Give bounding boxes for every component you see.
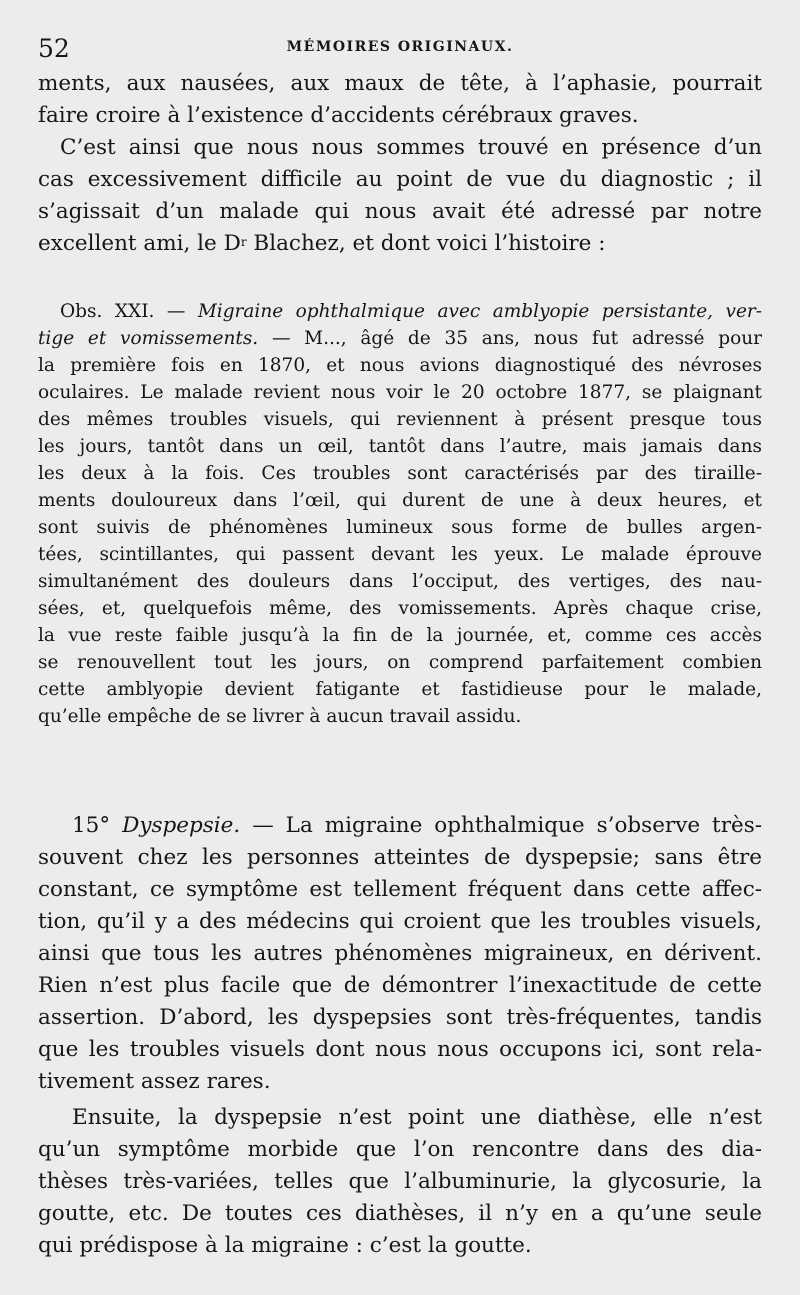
text-fragment: — La migraine ophthalmique s’observe très- (240, 813, 762, 838)
text-line: les jours, tantôt dans un œil, tantôt dans l’autre, mais jamais dans (38, 436, 762, 457)
paragraph-case-intro (38, 132, 762, 260)
text-line: tivement assez rares. (38, 1069, 271, 1094)
text-line: des mêmes troubles visuels, qui reviennent à présent presque tous (38, 409, 762, 430)
text-line: goutte, etc. De toutes ces diathèses, il n’y en a qu’une seule (38, 1201, 762, 1226)
text-line: cas excessivement difficile au point de vue du diagnostic ; il (38, 167, 762, 192)
observation-heading (38, 298, 762, 325)
running-title: MÉMOIRES ORIGINAUX. (286, 39, 514, 55)
observation-xxi (38, 298, 762, 730)
text-fragment: Blachez, et dont voici l’histoire : (246, 231, 606, 256)
page-number: 52 (38, 34, 70, 63)
text-line: qu’un symptôme morbide que l’on rencontre dans des dia- (38, 1137, 762, 1162)
text-line (38, 325, 762, 352)
text-line: la vue reste faible jusqu’à la fin de la journée, et, comme ces accès (38, 625, 762, 646)
text-line: tées, scintillantes, qui passent devant les yeux. Le malade éprouve (38, 544, 762, 565)
text-line: Ensuite, la dyspepsie n’est point une diathèse, elle n’est (72, 1105, 762, 1130)
text-line: cette amblyopie devient fatigante et fastidieuse pour le malade, (38, 679, 762, 700)
superscript: r (240, 235, 247, 249)
text-line: simultanément des douleurs dans l’occiput, des vertiges, des nau- (38, 571, 762, 592)
text-line: C’est ainsi que nous nous sommes trouvé en présence d’un (60, 135, 762, 160)
text-line: les deux à la fois. Ces troubles sont caractérisés par des tiraille- (38, 463, 762, 484)
text-line: que les troubles visuels dont nous nous occupons ici, sont rela- (38, 1037, 762, 1062)
text-line (38, 228, 762, 260)
text-line: souvent chez les personnes atteintes de dyspepsie; sans être (38, 845, 762, 870)
text-line: oculaires. Le malade revient nous voir le 20 octobre 1877, se plaignant (38, 382, 762, 403)
text-line: ainsi que tous les autres phénomènes migraineux, en dérivent. (38, 941, 762, 966)
text-line: thèses très-variées, telles que l’albuminurie, la glycosurie, la (38, 1169, 762, 1194)
text-line: ments douloureux dans l’œil, qui durent de une à deux heures, et (38, 490, 762, 511)
text-line: ments, aux nausées, aux maux de tête, à l’aphasie, pourrait (38, 71, 762, 96)
section-title: Dyspepsie. (122, 813, 241, 838)
section-dyspepsie (38, 810, 762, 1098)
text-line: assertion. D’abord, les dyspepsies sont très-fréquentes, tandis (38, 1005, 762, 1030)
text-fragment: excellent ami, le D (38, 231, 241, 256)
text-line: Rien n’est plus facile que de démontrer l’inexactitude de cette (38, 973, 762, 998)
text-line: sont suivis de phénomènes lumineux sous forme de bulles argen- (38, 517, 762, 538)
section-heading (38, 810, 762, 842)
text-fragment: — M..., âgé de 35 ans, nous fut adressé pour (258, 328, 762, 349)
text-line: sées, et, quelquefois même, des vomissements. Après chaque crise, (38, 598, 762, 619)
text-line: qui prédispose à la migraine : c’est la goutte. (38, 1233, 532, 1258)
text-line: faire croire à l’existence d’accidents cérébraux graves. (38, 103, 639, 128)
text-line: se renouvellent tout les jours, on comprend parfaitement combien (38, 652, 762, 673)
paragraph-continuation (38, 68, 762, 132)
paragraph-conclusion (38, 1102, 762, 1262)
text-line: s’agissait d’un malade qui nous avait été adressé par notre (38, 199, 762, 224)
text-line: constant, ce symptôme est tellement fréquent dans cette affec- (38, 877, 762, 902)
text-line: la première fois en 1870, et nous avions diagnostiqué des névroses (38, 355, 762, 376)
observation-label: Obs. XXI. — (60, 301, 198, 322)
observation-title: tige et vomissements. (38, 328, 259, 349)
page-header (38, 34, 762, 64)
observation-title: Migraine ophthalmique avec amblyopie persistante, ver- (197, 301, 762, 322)
text-line: qu’elle empêche de se livrer à aucun travail assidu. (38, 706, 522, 727)
section-number: 15° (72, 813, 123, 838)
text-line: tion, qu’il y a des médecins qui croient que les troubles visuels, (38, 909, 762, 934)
